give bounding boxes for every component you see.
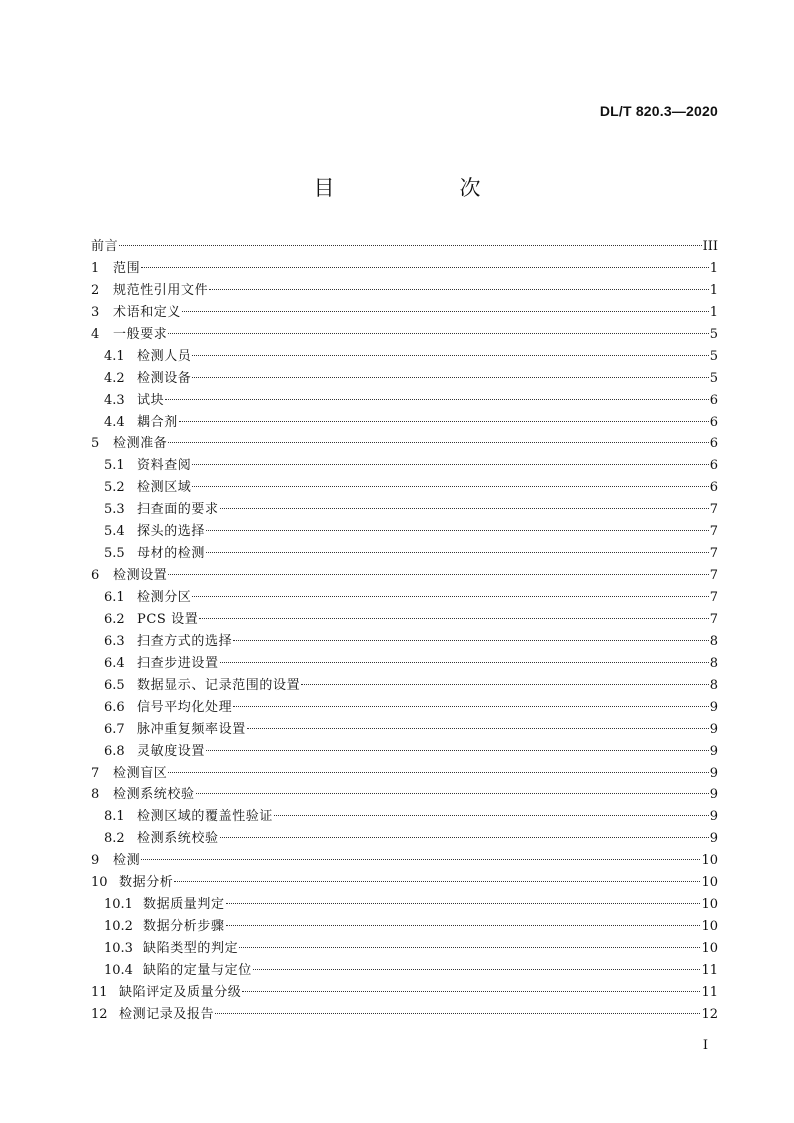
toc-entry-number: 8 <box>91 787 100 803</box>
toc-entry[interactable] <box>91 477 718 499</box>
toc-entry-number: 5.2 <box>104 480 125 496</box>
toc-entry-label: 检测设备 <box>137 370 192 386</box>
toc-entry-page: 6 <box>709 480 718 496</box>
toc-entry[interactable] <box>91 455 718 477</box>
toc-entry[interactable] <box>91 653 718 675</box>
toc-entry-page: 5 <box>709 326 718 342</box>
toc-entry-number: 6.8 <box>104 743 125 759</box>
dot-leader <box>206 530 709 531</box>
toc-entry-number: 2 <box>91 282 100 298</box>
toc-entry-page: 7 <box>709 590 718 605</box>
toc-entry-number: 10.2 <box>104 919 133 935</box>
toc-entry[interactable] <box>91 850 718 872</box>
toc-entry-page: 1 <box>709 260 718 276</box>
toc-entry-label: 检测准备 <box>113 436 168 452</box>
toc-entry-page: 6 <box>709 414 718 430</box>
dot-leader <box>226 925 701 926</box>
document-code: DL/T 820.3—2020 <box>599 103 718 119</box>
dot-leader <box>233 706 709 707</box>
toc-entry-number: 6 <box>91 568 100 584</box>
dot-leader <box>199 618 708 619</box>
toc-entry-page: 6 <box>709 458 718 474</box>
toc-entry-number: 12 <box>91 1006 108 1022</box>
toc-entry-label: PCS 设置 <box>137 611 199 627</box>
toc-entry[interactable] <box>91 894 718 916</box>
toc-entry[interactable] <box>91 368 718 390</box>
toc-entry-number: 10.3 <box>104 941 133 956</box>
toc-entry-number: 4.1 <box>104 348 125 364</box>
toc-entry-page: III <box>702 239 718 254</box>
toc-entry-label: 探头的选择 <box>137 524 206 540</box>
toc-entry[interactable] <box>91 697 718 719</box>
dot-leader <box>206 552 709 553</box>
toc-entry[interactable] <box>91 741 718 763</box>
dot-leader <box>141 267 709 268</box>
toc-entry-page: 7 <box>709 546 718 562</box>
toc-entry-number: 6.4 <box>104 655 125 671</box>
toc-entry-label: 检测区域的覆盖性验证 <box>137 809 274 825</box>
toc-entry-number: 3 <box>91 304 100 320</box>
toc-entry-page: 11 <box>701 984 718 1000</box>
toc-entry-page: 1 <box>709 282 718 298</box>
toc-entry-number: 1 <box>91 260 100 276</box>
dot-leader <box>168 442 708 443</box>
toc-entry[interactable] <box>91 806 718 828</box>
dot-leader <box>192 355 708 356</box>
toc-entry-label: 缺陷评定及质量分级 <box>119 984 242 1000</box>
dot-leader <box>168 574 708 575</box>
toc-entry-number: 10.4 <box>104 962 133 978</box>
toc-entry[interactable] <box>91 872 718 894</box>
dot-leader <box>179 421 709 422</box>
toc-entry[interactable] <box>91 346 718 368</box>
toc-entry-number: 6.2 <box>104 611 125 627</box>
toc-entry-number: 9 <box>91 853 100 869</box>
toc-entry[interactable] <box>91 982 718 1004</box>
toc-entry[interactable] <box>91 302 718 324</box>
toc-entry-page: 9 <box>709 743 718 759</box>
toc-entry-page: 6 <box>709 392 718 408</box>
toc-entry-page: 12 <box>701 1006 718 1022</box>
toc-entry-label: 缺陷类型的判定 <box>143 941 239 956</box>
dot-leader <box>206 750 709 751</box>
toc-entry-page: 9 <box>709 721 718 737</box>
toc-entry-page: 8 <box>709 633 718 649</box>
toc-entry-page: 8 <box>709 677 718 693</box>
toc-entry-label: 一般要求 <box>113 326 168 342</box>
toc-entry[interactable] <box>91 543 718 565</box>
toc-entry-page: 9 <box>709 699 718 715</box>
dot-leader <box>168 333 708 334</box>
toc-entry-label: 检测 <box>113 853 141 869</box>
toc-entry-page: 10 <box>701 897 718 913</box>
toc-entry-number: 10.1 <box>104 897 133 913</box>
toc-entry[interactable] <box>91 499 718 521</box>
dot-leader <box>239 947 700 948</box>
dot-leader <box>226 903 701 904</box>
toc-entry-number: 7 <box>91 765 100 781</box>
dot-leader <box>220 662 709 663</box>
toc-entry[interactable] <box>91 763 718 785</box>
dot-leader <box>233 640 709 641</box>
toc-entry-label: 检测记录及报告 <box>119 1006 215 1022</box>
toc-entry-page: 9 <box>709 787 718 803</box>
dot-leader <box>209 289 709 290</box>
toc-entry-label: 扫查面的要求 <box>137 502 219 518</box>
toc-entry-page: 10 <box>701 941 718 956</box>
toc-entry-label: 数据分析 <box>119 875 174 891</box>
dot-leader <box>192 596 708 597</box>
toc-entry-number: 6.6 <box>104 699 125 715</box>
toc-entry-page: 5 <box>709 348 718 364</box>
dot-leader <box>274 815 709 816</box>
toc-entry[interactable] <box>91 390 718 412</box>
toc-entry-number: 8.1 <box>104 809 125 825</box>
dot-leader <box>165 399 709 400</box>
table-of-contents <box>91 236 718 1026</box>
toc-entry-label: 信号平均化处理 <box>137 699 233 715</box>
toc-entry[interactable] <box>91 960 718 982</box>
toc-entry-number: 11 <box>91 984 108 1000</box>
toc-entry[interactable] <box>91 938 718 960</box>
dot-leader <box>192 377 708 378</box>
toc-entry-label: 检测人员 <box>137 348 192 364</box>
toc-entry[interactable] <box>91 521 718 543</box>
toc-entry-number: 4.3 <box>104 392 125 408</box>
toc-entry-number: 5 <box>91 436 100 452</box>
toc-entry-page: 6 <box>709 436 718 452</box>
toc-entry-label: 资料查阅 <box>137 458 192 474</box>
toc-entry-page: 10 <box>701 875 718 891</box>
toc-entry-page: 7 <box>709 524 718 540</box>
toc-entry-label: 规范性引用文件 <box>113 282 209 298</box>
toc-entry-number: 5.4 <box>104 524 125 540</box>
dot-leader <box>242 991 700 992</box>
toc-entry-page: 10 <box>701 853 718 869</box>
toc-entry-page: 7 <box>709 502 718 518</box>
toc-entry[interactable] <box>91 412 718 434</box>
toc-entry-label: 检测系统校验 <box>137 831 219 847</box>
dot-leader <box>215 1013 700 1014</box>
toc-entry-label: 术语和定义 <box>113 304 182 320</box>
toc-entry-page: 9 <box>709 831 718 847</box>
toc-entry-page: 11 <box>701 962 718 978</box>
dot-leader <box>192 486 708 487</box>
toc-entry[interactable] <box>91 280 718 302</box>
dot-leader <box>196 793 709 794</box>
toc-entry[interactable] <box>91 631 718 653</box>
toc-entry-label: 前言 <box>91 239 119 254</box>
toc-entry-label: 检测分区 <box>137 590 192 605</box>
toc-entry-page: 10 <box>701 919 718 935</box>
dot-leader <box>174 881 700 882</box>
toc-entry-page: 7 <box>709 611 718 627</box>
toc-entry[interactable] <box>91 675 718 697</box>
toc-entry-number: 8.2 <box>104 831 125 847</box>
dot-leader <box>301 684 709 685</box>
toc-entry-label: 扫查方式的选择 <box>137 633 233 649</box>
toc-entry[interactable] <box>91 587 718 609</box>
toc-entry[interactable] <box>91 784 718 806</box>
toc-entry-number: 10 <box>91 875 108 891</box>
toc-entry[interactable] <box>91 1004 718 1026</box>
toc-entry-label: 扫查步进设置 <box>137 655 219 671</box>
toc-entry-number: 6.3 <box>104 633 125 649</box>
toc-entry-label: 母材的检测 <box>137 546 206 562</box>
toc-entry-label: 试块 <box>137 392 165 408</box>
toc-entry-label: 检测系统校验 <box>113 787 195 803</box>
toc-entry-label: 检测盲区 <box>113 765 168 781</box>
toc-entry[interactable] <box>91 828 718 850</box>
toc-entry-label: 数据显示、记录范围的设置 <box>137 677 301 693</box>
dot-leader <box>220 508 709 509</box>
toc-entry-page: 9 <box>709 809 718 825</box>
toc-entry-page: 7 <box>709 568 718 584</box>
toc-entry[interactable] <box>91 236 718 258</box>
toc-entry[interactable] <box>91 433 718 455</box>
toc-entry-number: 6.5 <box>104 677 125 693</box>
toc-entry[interactable] <box>91 258 718 280</box>
toc-entry-number: 4.4 <box>104 414 125 430</box>
toc-entry-number: 5.5 <box>104 546 125 562</box>
toc-title: 目 次 <box>313 176 533 200</box>
toc-entry-number: 4.2 <box>104 370 125 386</box>
page-number: I <box>702 1038 708 1053</box>
toc-entry-label: 检测区域 <box>137 480 192 496</box>
toc-entry-label: 耦合剂 <box>137 414 178 430</box>
toc-entry-page: 9 <box>709 765 718 781</box>
toc-entry-number: 5.3 <box>104 502 125 518</box>
toc-entry-number: 6.7 <box>104 721 125 737</box>
dot-leader <box>220 837 709 838</box>
dot-leader <box>192 464 708 465</box>
dot-leader <box>119 245 701 246</box>
toc-entry-label: 脉冲重复频率设置 <box>137 721 246 737</box>
toc-entry-label: 灵敏度设置 <box>137 743 206 759</box>
toc-entry-page: 1 <box>709 304 718 320</box>
toc-entry-number: 4 <box>91 326 100 342</box>
toc-entry[interactable] <box>91 719 718 741</box>
toc-entry-page: 5 <box>709 370 718 386</box>
toc-entry-number: 5.1 <box>104 458 125 474</box>
toc-entry[interactable] <box>91 916 718 938</box>
toc-entry-label: 数据分析步骤 <box>143 919 225 935</box>
dot-leader <box>247 728 709 729</box>
dot-leader <box>168 772 708 773</box>
toc-entry-number: 6.1 <box>104 590 125 605</box>
dot-leader <box>141 859 700 860</box>
dot-leader <box>182 311 709 312</box>
toc-entry[interactable] <box>91 565 718 587</box>
toc-entry-page: 8 <box>709 655 718 671</box>
toc-entry-label: 检测设置 <box>113 568 168 584</box>
toc-entry-label: 范围 <box>113 260 141 276</box>
toc-entry[interactable] <box>91 609 718 631</box>
dot-leader <box>253 969 701 970</box>
toc-entry[interactable] <box>91 324 718 346</box>
toc-entry-label: 缺陷的定量与定位 <box>143 962 252 978</box>
toc-entry-label: 数据质量判定 <box>143 897 225 913</box>
